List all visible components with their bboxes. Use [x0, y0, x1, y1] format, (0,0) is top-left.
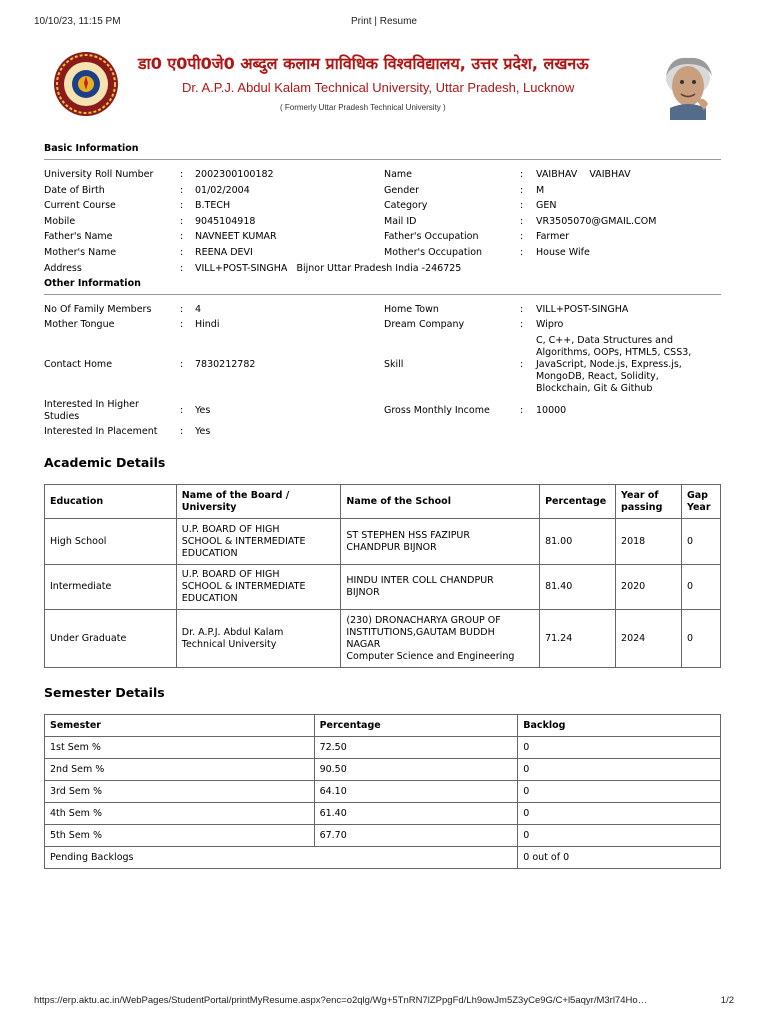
col-school: Name of the School: [341, 485, 540, 519]
backlog-cell: 0: [518, 759, 721, 781]
father-occupation-value: Farmer: [536, 231, 570, 242]
university-seal-icon: [52, 50, 120, 118]
board-line: Technical University: [181, 638, 277, 650]
category-value: GEN: [536, 200, 557, 211]
col-year-line: passing: [621, 501, 663, 513]
table-row: [45, 803, 721, 825]
contact-home-value: 7830212782: [195, 359, 256, 370]
col-sem-percentage: Percentage: [314, 715, 518, 737]
colon: :: [520, 405, 524, 416]
education-cell: High School: [45, 519, 177, 565]
semester-cell: 2nd Sem %: [45, 759, 315, 781]
portrait-icon: [650, 48, 722, 120]
table-row: [45, 565, 721, 610]
colon: :: [520, 216, 524, 227]
colon: :: [180, 185, 184, 196]
board-line: Dr. A.P.J. Abdul Kalam: [181, 626, 284, 638]
mother-name-value: REENA DEVI: [195, 247, 253, 258]
backlog-cell: 0: [518, 781, 721, 803]
school-line: INSTITUTIONS,GAUTAM BUDDH: [346, 626, 495, 638]
percentage-cell: 71.24: [540, 610, 616, 668]
hometown-label: Home Town: [384, 304, 439, 315]
mother-name-label: Mother's Name: [44, 247, 117, 258]
percentage-cell: 81.00: [540, 519, 616, 565]
school-line: ST STEPHEN HSS FAZIPUR: [346, 529, 470, 541]
sem-percentage-cell: 61.40: [314, 803, 518, 825]
school-line: BIJNOR: [346, 587, 380, 598]
family-members-label: No Of Family Members: [44, 304, 152, 315]
colon: :: [180, 319, 184, 330]
pending-backlogs-row: [45, 847, 721, 869]
board-line: U.P. BOARD OF HIGH: [181, 569, 280, 580]
board-line: SCHOOL & INTERMEDIATE: [181, 535, 306, 547]
board-line: SCHOOL & INTERMEDIATE: [181, 581, 306, 592]
father-name-value: NAVNEET KUMAR: [195, 231, 277, 242]
education-cell: Intermediate: [45, 565, 177, 610]
roll-number-label: University Roll Number: [44, 169, 154, 180]
board-cell: [176, 565, 341, 610]
dob-label: Date of Birth: [44, 185, 105, 196]
mobile-label: Mobile: [44, 216, 76, 227]
school-cell: [341, 565, 540, 610]
print-header: [34, 16, 734, 30]
placement-value: Yes: [195, 426, 211, 437]
basic-info-divider: [44, 159, 721, 160]
colon: :: [180, 247, 184, 258]
backlog-cell: 0: [518, 803, 721, 825]
roll-number-value: 2002300100182: [195, 169, 274, 180]
mother-occupation-label: Mother's Occupation: [384, 247, 483, 258]
board-cell: [176, 610, 341, 668]
income-value: 10000: [536, 405, 567, 416]
academic-table: [44, 484, 721, 668]
school-line: NAGAR: [346, 638, 381, 650]
colon: :: [520, 185, 524, 196]
table-row: [45, 519, 721, 565]
skill-value: [536, 335, 691, 395]
col-board-line: Name of the Board /: [181, 489, 290, 501]
semester-cell: 3rd Sem %: [45, 781, 315, 803]
pending-backlogs-label: Pending Backlogs: [45, 847, 518, 869]
col-percentage: Percentage: [540, 485, 616, 519]
colon: :: [520, 247, 524, 258]
colon: :: [180, 426, 184, 437]
col-education: Education: [45, 485, 177, 519]
skill-label: Skill: [384, 359, 404, 370]
sem-percentage-cell: 64.10: [314, 781, 518, 803]
school-cell: [341, 519, 540, 565]
year-cell: 2024: [616, 610, 682, 668]
address-value: VILL+POST-SINGHA Bijnor Uttar Pradesh India -246725: [195, 263, 462, 274]
colon: :: [180, 231, 184, 242]
school-line: CHANDPUR BIJNOR: [346, 541, 437, 553]
mobile-value: 9045104918: [195, 216, 256, 227]
higher-studies-value: Yes: [195, 405, 211, 416]
semester-header-row: [45, 715, 721, 737]
year-cell: 2020: [616, 565, 682, 610]
col-gap: [681, 485, 720, 519]
mother-tongue-value: Hindi: [195, 319, 220, 330]
board-line: U.P. BOARD OF HIGH: [181, 523, 280, 535]
mail-label: Mail ID: [384, 216, 417, 227]
backlog-cell: 0: [518, 737, 721, 759]
table-row: [45, 610, 721, 668]
skill-line: JavaScript, Node.js, Express.js,: [536, 359, 682, 370]
gap-cell: 0: [681, 519, 720, 565]
other-info-heading: Other Information: [44, 278, 141, 289]
colon: :: [180, 216, 184, 227]
colon: :: [520, 200, 524, 211]
board-cell: [176, 519, 341, 565]
col-board: [176, 485, 341, 519]
gender-label: Gender: [384, 185, 420, 196]
skill-line: MongoDB, React, Solidity,: [536, 371, 659, 382]
gender-value: M: [536, 185, 545, 196]
semester-table: [44, 714, 721, 869]
academic-heading: Academic Details: [44, 455, 166, 470]
education-cell: Under Graduate: [45, 610, 177, 668]
contact-home-label: Contact Home: [44, 359, 113, 370]
year-cell: 2018: [616, 519, 682, 565]
colon: :: [180, 405, 184, 416]
university-former-name: ( Formerly Uttar Pradesh Technical University ): [280, 103, 446, 112]
father-occupation-label: Father's Occupation: [384, 231, 479, 242]
table-row: [45, 781, 721, 803]
course-value: B.TECH: [195, 200, 231, 211]
percentage-cell: 81.40: [540, 565, 616, 610]
school-cell: [341, 610, 540, 668]
semester-heading: Semester Details: [44, 685, 165, 700]
category-label: Category: [384, 200, 428, 211]
col-year: [616, 485, 682, 519]
semester-cell: 4th Sem %: [45, 803, 315, 825]
higher-studies-label-line: Interested In Higher: [44, 399, 139, 410]
col-gap-line: Year: [686, 501, 711, 513]
col-semester: Semester: [45, 715, 315, 737]
course-label: Current Course: [44, 200, 116, 211]
colon: :: [520, 359, 524, 370]
father-name-label: Father's Name: [44, 231, 113, 242]
pending-backlogs-value: 0 out of 0: [518, 847, 721, 869]
university-name-hindi: डा0 ए0पी0जे0 अब्दुल कलाम प्राविधिक विश्वविद्यालय, उत्तर प्रदेश, लखनऊ: [138, 54, 589, 73]
basic-info-heading: Basic Information: [44, 143, 139, 154]
col-gap-line: Gap: [686, 489, 708, 501]
mother-occupation-value: House Wife: [536, 247, 590, 258]
higher-studies-label: [44, 399, 139, 423]
page-url: https://erp.aktu.ac.in/WebPages/StudentPortal/printMyResume.aspx?enc=o2qlg/Wg+5TnRN7lZPpgFd/Lh9owJm5Z3yCe9G/C+l5aqyr/M3rl74Ho…: [34, 995, 648, 1006]
sem-percentage-cell: 72.50: [314, 737, 518, 759]
semester-cell: 1st Sem %: [45, 737, 315, 759]
other-info-divider: [44, 294, 721, 295]
col-year-line: Year of: [621, 489, 659, 501]
print-title: Print | Resume: [351, 16, 417, 27]
table-row: [45, 825, 721, 847]
gap-cell: 0: [681, 565, 720, 610]
mail-value: VR3505070@GMAIL.COM: [536, 216, 657, 227]
colon: :: [180, 169, 184, 180]
board-line: EDUCATION: [181, 593, 238, 604]
table-row: [45, 759, 721, 781]
dream-company-value: Wipro: [536, 319, 564, 330]
academic-header-row: [45, 485, 721, 519]
university-name-english: Dr. A.P.J. Abdul Kalam Technical University, Uttar Pradesh, Lucknow: [182, 80, 575, 95]
colon: :: [180, 200, 184, 211]
school-line: HINDU INTER COLL CHANDPUR: [346, 575, 494, 586]
print-datetime: 10/10/23, 11:15 PM: [34, 16, 121, 27]
higher-studies-label-line: Studies: [44, 411, 80, 422]
colon: :: [180, 304, 184, 315]
sem-percentage-cell: 67.70: [314, 825, 518, 847]
dream-company-label: Dream Company: [384, 319, 465, 330]
board-line: EDUCATION: [181, 547, 238, 559]
mother-tongue-label: Mother Tongue: [44, 319, 115, 330]
school-line: Computer Science and Engineering: [346, 650, 515, 662]
hometown-value: VILL+POST-SINGHA: [536, 304, 629, 315]
colon: :: [520, 304, 524, 315]
colon: :: [520, 169, 524, 180]
name-label: Name: [384, 169, 413, 180]
income-label: Gross Monthly Income: [384, 405, 490, 416]
semester-cell: 5th Sem %: [45, 825, 315, 847]
family-members-value: 4: [195, 304, 202, 315]
gap-cell: 0: [681, 610, 720, 668]
table-row: [45, 737, 721, 759]
backlog-cell: 0: [518, 825, 721, 847]
print-footer: [34, 995, 734, 1009]
colon: :: [180, 263, 184, 274]
placement-label: Interested In Placement: [44, 426, 158, 437]
university-banner: [52, 48, 722, 120]
col-board-line: University: [181, 501, 237, 513]
name-value: VAIBHAV VAIBHAV: [536, 169, 631, 180]
colon: :: [180, 359, 184, 370]
skill-line: Blockchain, Git & Github: [536, 383, 653, 394]
school-line: (230) DRONACHARYA GROUP OF: [346, 614, 501, 626]
col-backlog: Backlog: [518, 715, 721, 737]
sem-percentage-cell: 90.50: [314, 759, 518, 781]
colon: :: [520, 231, 524, 242]
address-label: Address: [44, 263, 82, 274]
skill-line: C, C++, Data Structures and: [536, 335, 674, 346]
page-number: 1/2: [720, 995, 734, 1006]
dob-value: 01/02/2004: [195, 185, 250, 196]
colon: :: [520, 319, 524, 330]
skill-line: Algorithms, OOPs, HTML5, CSS3,: [536, 347, 692, 358]
